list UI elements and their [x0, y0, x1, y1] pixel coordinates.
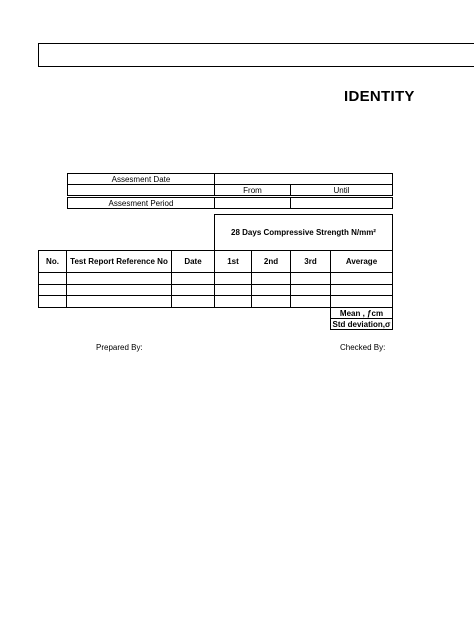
- header-box: [38, 43, 474, 67]
- strength-group-header: 28 Days Compressive Strength N/mm²: [231, 228, 376, 237]
- assessment-until-label: Until: [333, 185, 350, 195]
- strength-table: [38, 250, 393, 308]
- assessment-period-until-cell: [290, 197, 393, 209]
- column-header-3rd: 3rd: [304, 256, 317, 266]
- column-header-no: No.: [46, 256, 59, 266]
- table-row: [38, 272, 393, 284]
- mean-label: Mean , ƒcm: [339, 308, 384, 318]
- column-header-1st: 1st: [227, 256, 239, 266]
- column-header-date: Date: [184, 256, 202, 266]
- prepared-by-label: Prepared By:: [96, 343, 143, 352]
- column-header-2nd: 2nd: [263, 256, 279, 266]
- checked-by-label: Checked By:: [340, 343, 386, 352]
- table-row: [38, 284, 393, 295]
- assessment-date-label: Assesment Date: [111, 174, 171, 184]
- std-deviation-label: Std deviation,σ: [332, 319, 391, 329]
- assessment-period-label: Assesment Period: [108, 198, 174, 208]
- assessment-from-label: From: [243, 185, 262, 195]
- assessment-blank-cell: [67, 184, 215, 196]
- column-header-average: Average: [345, 256, 378, 266]
- column-header-test-report: Test Report Reference No: [70, 256, 168, 266]
- assessment-period-from-cell: [214, 197, 291, 209]
- document-title: IDENTITY: [344, 88, 415, 105]
- assessment-block: [67, 173, 393, 209]
